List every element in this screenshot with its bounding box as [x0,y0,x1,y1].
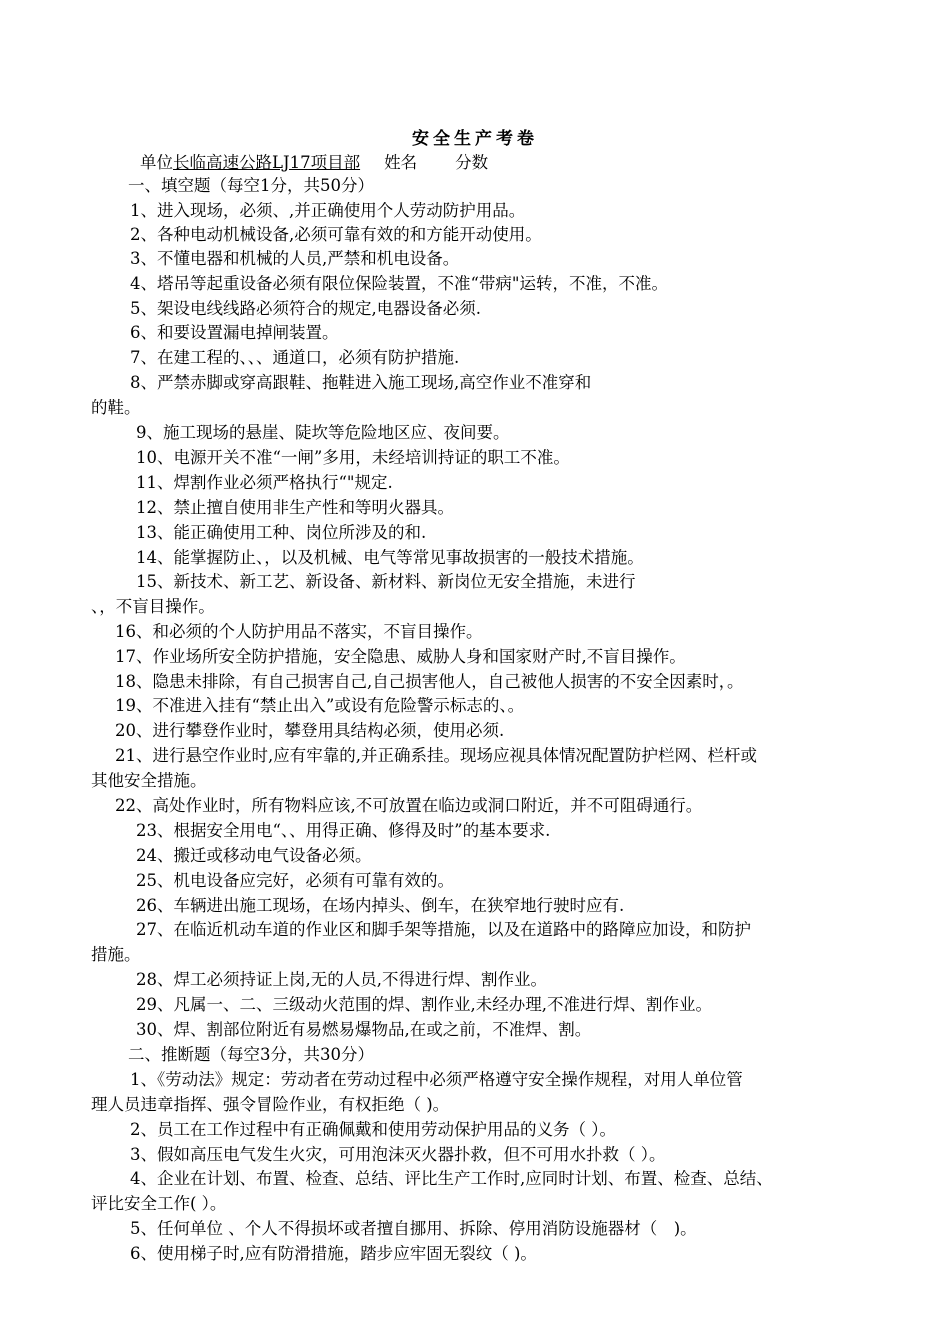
question-line: 7、在建工程的、、、通道口，必须有防护措施. [130,348,460,367]
question-line: 3、不懂电器和机械的人员,严禁和机电设备。 [130,249,460,268]
question-line: 24、搬迁或移动电气设备必须。 [136,846,372,865]
section2-heading: 二、推断题（每空3分，共30分） [128,1045,374,1064]
question-line: 6、和要设置漏电掉闸装置。 [130,323,339,342]
question-line: 2、各种电动机械设备,必须可靠有效的和方能开动使用。 [130,225,542,244]
question-line: 6、使用梯子时,应有防滑措施，踏步应牢固无裂纹（ )。 [130,1244,537,1263]
question-line: 13、能正确使用工种、岗位所涉及的和. [136,523,427,542]
question-line: 25、机电设备应完好，必须有可靠有效的。 [136,871,454,890]
question-line: 10、电源开关不准“一闸”多用，未经培训持证的职工不准。 [136,448,570,467]
question-line: 18、隐患未排除，有自己损害自己,自己损害他人，自己被他人损害的不安全因素时，。 [115,672,744,691]
question-line: 30、焊、割部位附近有易燃易爆物品,在或之前，不准焊、割。 [136,1020,592,1039]
question-line: 23、根据安全用电“、、用得正确、修得及时”的基本要求. [136,821,551,840]
exam-header [140,149,488,173]
question-line: 4、塔吊等起重设备必须有限位保险装置，不准“带病"运转，不准，不准。 [130,274,669,293]
question-line: 措施。 [91,945,141,964]
question-line: 9、施工现场的悬崖、陡坎等危险地区应、夜间要。 [136,423,510,442]
score-label: 分数 [455,153,489,172]
question-line: 12、禁止擅自使用非生产性和等明火器具。 [136,498,454,517]
question-line: 11、焊割作业必须严格执行“"规定. [136,473,393,492]
unit-label: 单位 [140,153,173,172]
question-line: 14、能掌握防止、，以及机械、电气等常见事故损害的一般技术措施。 [136,548,644,567]
question-line: 16、和必须的个人防护用品不落实，不盲目操作。 [115,622,483,641]
question-line: 17、作业场所安全防护措施，安全隐患、威胁人身和国家财产时,不盲目操作。 [115,647,686,666]
question-line: 、，不盲目操作。 [91,597,215,616]
question-line: 19、不准进入挂有“禁止出入”或设有危险警示标志的、。 [115,696,525,715]
question-line: 8、严禁赤脚或穿高跟鞋、拖鞋进入施工现场,高空作业不准穿和 [130,373,592,392]
question-line: 5、架设电线线路必须符合的规定,电器设备必须. [130,299,481,318]
question-line: 1、进入现场，必须、,并正确使用个人劳动防护用品。 [130,201,526,220]
unit-name: 长临高速公路LJ17项目部 [173,153,361,172]
question-line: 20、进行攀登作业时，攀登用具结构必须，使用必须. [115,721,505,740]
question-line: 15、新技术、新工艺、新设备、新材料、新岗位无安全措施，未进行 [136,572,636,591]
question-line: 28、焊工必须持证上岗,无的人员,不得进行焊、割作业。 [136,970,547,989]
question-line: 29、凡属一、二、三级动火范围的焊、割作业,未经办理,不准进行焊、割作业。 [136,995,712,1014]
question-line: 4、企业在计划、布置、检查、总结、评比生产工作时,应同时计划、布置、检查、总结、 [130,1169,773,1188]
section1-heading: 一、填空题（每空1分，共50分） [128,176,374,195]
question-line: 3、假如高压电气发生火灾，可用泡沫灭火器扑救，但不可用水扑救（ ）。 [130,1145,666,1164]
question-line: 理人员违章指挥、强令冒险作业，有权拒绝（ )。 [91,1095,450,1114]
question-line: 2、员工在工作过程中有正确佩戴和使用劳动保护用品的义务（ ）。 [130,1120,616,1139]
question-line: 5、任何单位 、个人不得损坏或者擅自挪用、拆除、停用消防设施器材（ )。 [130,1219,697,1238]
question-line: 21、进行悬空作业时,应有牢靠的,并正确系挂。现场应视具体情况配置防护栏网、栏杆或 [115,746,757,765]
name-label: 姓名 [384,153,418,172]
question-line: 1、《劳动法》规定：劳动者在劳动过程中必须严格遵守安全操作规程，对用人单位管 [130,1070,743,1089]
question-line: 其他安全措施。 [91,771,207,790]
question-line: 26、车辆进出施工现场，在场内掉头、倒车，在狭窄地行驶时应有. [136,896,625,915]
exam-title: 安全生产考卷 [412,129,538,149]
question-line: 评比安全工作( ）。 [91,1194,227,1213]
question-line: 的鞋。 [91,398,141,417]
question-line: 27、在临近机动车道的作业区和脚手架等措施，以及在道路中的路障应加设，和防护 [136,920,751,939]
question-line: 22、高处作业时，所有物料应该,不可放置在临边或洞口附近，并不可阻碍通行。 [115,796,703,815]
